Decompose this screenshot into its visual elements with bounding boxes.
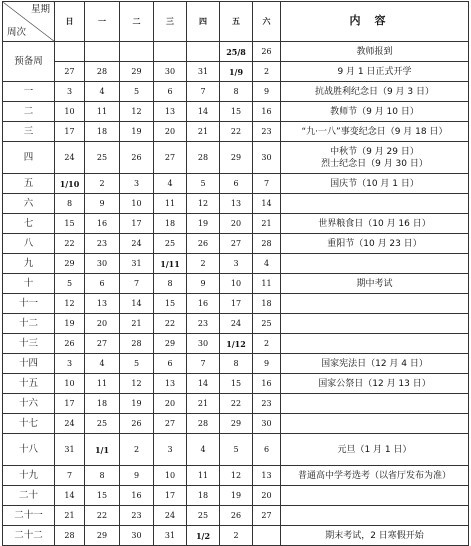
- day-cell: 5: [120, 82, 154, 102]
- day-cell: 30: [253, 142, 281, 174]
- day-cell: 23: [253, 394, 281, 414]
- event-cell: [281, 174, 469, 194]
- week-number: 十九: [3, 466, 55, 486]
- header-day-mon: 一: [85, 2, 120, 42]
- day-cell: 27: [220, 234, 253, 254]
- day-cell: 10: [120, 194, 154, 214]
- day-cell: 3: [55, 82, 85, 102]
- day-cell: 14: [55, 486, 85, 506]
- day-cell: 19: [120, 122, 154, 142]
- day-cell: 12: [120, 374, 154, 394]
- day-cell: 8: [220, 82, 253, 102]
- day-cell: 23: [85, 234, 120, 254]
- event-cell: [281, 294, 469, 314]
- day-cell: 21: [187, 122, 220, 142]
- week-row: [3, 214, 469, 234]
- day-cell: 6: [253, 434, 281, 466]
- day-cell: 10: [55, 374, 85, 394]
- event-text: 国家宪法日（12 月 4 日）: [321, 358, 428, 369]
- day-cell: 20: [154, 394, 187, 414]
- day-cell: 26: [120, 142, 154, 174]
- day-cell: 13: [154, 102, 187, 122]
- day-cell: 18: [154, 214, 187, 234]
- week-number: 十: [3, 274, 55, 294]
- day-cell: 14: [187, 374, 220, 394]
- week-row: [3, 142, 469, 174]
- day-cell: 1/2: [187, 526, 220, 546]
- week-row: [3, 82, 469, 102]
- day-cell: 11: [85, 102, 120, 122]
- event-text: 国庆节（10 月 1 日）: [330, 178, 419, 189]
- day-cell: 30: [154, 62, 187, 82]
- day-cell: 19: [55, 314, 85, 334]
- week-row: [3, 434, 469, 466]
- day-cell: 8: [154, 274, 187, 294]
- day-cell: 29: [220, 142, 253, 174]
- day-cell: 26: [55, 334, 85, 354]
- day-cell: 27: [253, 506, 281, 526]
- week-number: 二十二: [3, 526, 55, 546]
- day-cell: 10: [55, 102, 85, 122]
- week-row: [3, 102, 469, 122]
- week-row: [3, 62, 469, 82]
- week-number: 十一: [3, 294, 55, 314]
- day-cell: 29: [154, 334, 187, 354]
- event-cell: [281, 102, 469, 122]
- day-cell: 1/1: [85, 434, 120, 466]
- day-cell: 18: [85, 122, 120, 142]
- event-cell: [281, 434, 469, 466]
- day-cell: 31: [187, 62, 220, 82]
- day-cell: 28: [187, 142, 220, 174]
- event-text: 重阳节（10 月 23 日）: [327, 238, 422, 249]
- day-cell: 6: [85, 274, 120, 294]
- event-cell: [281, 486, 469, 506]
- event-cell: [281, 506, 469, 526]
- event-text: 期中考试: [356, 278, 393, 289]
- day-cell: 15: [55, 214, 85, 234]
- day-cell: 23: [253, 122, 281, 142]
- day-cell: 24: [120, 234, 154, 254]
- day-cell: 29: [55, 254, 85, 274]
- day-cell: 26: [120, 414, 154, 434]
- day-cell: 24: [220, 314, 253, 334]
- day-cell: [120, 42, 154, 62]
- week-row: [3, 122, 469, 142]
- day-cell: 27: [55, 62, 85, 82]
- day-cell: 29: [120, 62, 154, 82]
- day-cell: 21: [55, 506, 85, 526]
- day-cell: 2: [220, 526, 253, 546]
- day-cell: 14: [253, 194, 281, 214]
- day-cell: 17: [55, 394, 85, 414]
- week-row: [3, 42, 469, 62]
- day-cell: [154, 42, 187, 62]
- day-cell: 3: [154, 434, 187, 466]
- week-row: [3, 174, 469, 194]
- day-cell: 29: [85, 526, 120, 546]
- week-number: 六: [3, 194, 55, 214]
- day-cell: 22: [154, 314, 187, 334]
- event-text: 国家公祭日（12 月 13 日）: [318, 378, 431, 389]
- day-cell: 2: [85, 174, 120, 194]
- day-cell: 25: [253, 314, 281, 334]
- day-cell: 9: [187, 274, 220, 294]
- event-cell: [281, 354, 469, 374]
- day-cell: 11: [253, 274, 281, 294]
- day-cell: 9: [85, 194, 120, 214]
- day-cell: 7: [120, 274, 154, 294]
- corner-week-label: 周次: [7, 27, 27, 38]
- day-cell: 21: [120, 314, 154, 334]
- day-cell: 5: [55, 274, 85, 294]
- week-number: 五: [3, 174, 55, 194]
- event-text: 抗战胜利纪念日（9 月 3 日）: [314, 86, 435, 97]
- header-row: [3, 2, 469, 42]
- day-cell: 6: [154, 354, 187, 374]
- week-number: 九: [3, 254, 55, 274]
- day-cell: 13: [85, 294, 120, 314]
- event-text: 期末考试，2 日寒假开始: [325, 530, 424, 541]
- day-cell: 1/12: [220, 334, 253, 354]
- week-row: [3, 274, 469, 294]
- day-cell: 4: [187, 434, 220, 466]
- week-number: 预备周: [3, 42, 55, 82]
- week-number: 四: [3, 142, 55, 174]
- week-number: 二十: [3, 486, 55, 506]
- day-cell: 12: [55, 294, 85, 314]
- day-cell: [85, 42, 120, 62]
- day-cell: 9: [120, 466, 154, 486]
- day-cell: 24: [55, 142, 85, 174]
- event-cell: [281, 274, 469, 294]
- header-day-thu: 四: [187, 2, 220, 42]
- day-cell: 11: [154, 194, 187, 214]
- day-cell: 27: [85, 334, 120, 354]
- header-events-label: 内容: [349, 14, 400, 27]
- day-cell: 30: [120, 526, 154, 546]
- week-row: [3, 294, 469, 314]
- day-cell: 7: [187, 82, 220, 102]
- day-cell: 1/10: [55, 174, 85, 194]
- event-text: 教师报到: [356, 46, 393, 57]
- day-cell: 13: [154, 374, 187, 394]
- day-cell: 28: [85, 62, 120, 82]
- day-cell: [253, 526, 281, 546]
- day-cell: 28: [187, 414, 220, 434]
- day-cell: 10: [220, 274, 253, 294]
- week-row: [3, 526, 469, 546]
- day-cell: 25: [85, 142, 120, 174]
- event-text: 世界粮食日（10 月 16 日）: [318, 218, 431, 229]
- event-cell: [281, 334, 469, 354]
- day-cell: 15: [154, 294, 187, 314]
- day-cell: 28: [253, 234, 281, 254]
- day-cell: 3: [55, 354, 85, 374]
- event-text: 9 月 1 日正式开学: [337, 66, 412, 77]
- week-number: 十五: [3, 374, 55, 394]
- day-cell: 27: [154, 414, 187, 434]
- day-cell: 20: [154, 122, 187, 142]
- event-text: 教师节（9 月 10 日）: [330, 106, 419, 117]
- header-day-sat: 六: [253, 2, 281, 42]
- week-number: 三: [3, 122, 55, 142]
- day-cell: 5: [120, 354, 154, 374]
- day-cell: 30: [253, 414, 281, 434]
- week-row: [3, 414, 469, 434]
- day-cell: 4: [85, 82, 120, 102]
- day-cell: 31: [120, 254, 154, 274]
- day-cell: 14: [120, 294, 154, 314]
- day-cell: 16: [120, 486, 154, 506]
- day-cell: 28: [55, 526, 85, 546]
- day-cell: 11: [85, 374, 120, 394]
- day-cell: 20: [220, 214, 253, 234]
- day-cell: 4: [253, 254, 281, 274]
- day-cell: 12: [220, 466, 253, 486]
- day-cell: [55, 42, 85, 62]
- event-text: 普通高中学考选考（以省厅发布为准）: [297, 470, 451, 481]
- week-number: 七: [3, 214, 55, 234]
- day-cell: 8: [55, 194, 85, 214]
- day-cell: 23: [187, 314, 220, 334]
- day-cell: 25: [154, 234, 187, 254]
- event-cell: [281, 394, 469, 414]
- day-cell: 7: [55, 466, 85, 486]
- day-cell: 2: [187, 254, 220, 274]
- event-cell: [281, 194, 469, 214]
- day-cell: 19: [187, 214, 220, 234]
- week-number: 十四: [3, 354, 55, 374]
- day-cell: 4: [154, 174, 187, 194]
- day-cell: 19: [120, 394, 154, 414]
- day-cell: 16: [187, 294, 220, 314]
- week-row: [3, 234, 469, 254]
- event-text: 中秋节（9 月 29 日）: [330, 146, 419, 157]
- day-cell: 22: [220, 122, 253, 142]
- event-cell: [281, 62, 469, 82]
- day-cell: 6: [220, 174, 253, 194]
- day-cell: 20: [253, 486, 281, 506]
- event-cell: [281, 526, 469, 546]
- week-number: 二: [3, 102, 55, 122]
- day-cell: 16: [253, 102, 281, 122]
- day-cell: 27: [154, 142, 187, 174]
- week-row: [3, 194, 469, 214]
- calendar-body: [3, 42, 469, 546]
- event-cell: [281, 466, 469, 486]
- day-cell: 18: [187, 486, 220, 506]
- day-cell: 28: [120, 334, 154, 354]
- corner-weekday-label: 星期: [30, 4, 50, 15]
- week-row: [3, 374, 469, 394]
- day-cell: 21: [253, 214, 281, 234]
- day-cell: 13: [253, 466, 281, 486]
- event-cell: [281, 82, 469, 102]
- corner-cell: [3, 2, 55, 42]
- event-cell: [281, 142, 469, 174]
- week-row: [3, 466, 469, 486]
- day-cell: 25: [187, 506, 220, 526]
- event-cell: [281, 314, 469, 334]
- day-cell: 22: [85, 506, 120, 526]
- week-row: [3, 354, 469, 374]
- week-number: 一: [3, 82, 55, 102]
- day-cell: 2: [120, 434, 154, 466]
- header-day-tue: 二: [120, 2, 154, 42]
- day-cell: 23: [120, 506, 154, 526]
- week-number: 十三: [3, 334, 55, 354]
- day-cell: 15: [85, 486, 120, 506]
- day-cell: 18: [253, 294, 281, 314]
- event-cell: [281, 234, 469, 254]
- day-cell: 29: [220, 414, 253, 434]
- day-cell: 24: [55, 414, 85, 434]
- day-cell: [187, 42, 220, 62]
- header-day-sun: 日: [55, 2, 85, 42]
- day-cell: 31: [55, 434, 85, 466]
- day-cell: 17: [120, 214, 154, 234]
- event-text-secondary: 烈士纪念日（9 月 30 日）: [321, 158, 428, 169]
- day-cell: 31: [154, 526, 187, 546]
- day-cell: 7: [253, 174, 281, 194]
- day-cell: 1/9: [220, 62, 253, 82]
- day-cell: 5: [187, 174, 220, 194]
- day-cell: 14: [187, 102, 220, 122]
- day-cell: 15: [220, 102, 253, 122]
- day-cell: 12: [187, 194, 220, 214]
- day-cell: 2: [253, 334, 281, 354]
- day-cell: 8: [220, 354, 253, 374]
- day-cell: 20: [85, 314, 120, 334]
- week-number: 二十一: [3, 506, 55, 526]
- week-number: 十七: [3, 414, 55, 434]
- header-day-wed: 三: [154, 2, 187, 42]
- day-cell: 30: [187, 334, 220, 354]
- event-text: 元旦（1 月 1 日）: [337, 444, 412, 455]
- event-cell: [281, 374, 469, 394]
- header-events: [281, 2, 469, 42]
- day-cell: 26: [220, 506, 253, 526]
- day-cell: 17: [55, 122, 85, 142]
- event-cell: [281, 214, 469, 234]
- day-cell: 16: [85, 214, 120, 234]
- week-number: 八: [3, 234, 55, 254]
- event-text: “九·一八”事变纪念日（9 月 18 日）: [301, 126, 448, 137]
- week-row: [3, 486, 469, 506]
- week-row: [3, 334, 469, 354]
- day-cell: 30: [85, 254, 120, 274]
- week-number: 十八: [3, 434, 55, 466]
- event-cell: [281, 414, 469, 434]
- day-cell: 15: [220, 374, 253, 394]
- day-cell: 13: [220, 194, 253, 214]
- week-row: [3, 314, 469, 334]
- day-cell: 22: [220, 394, 253, 414]
- event-cell: [281, 254, 469, 274]
- day-cell: 8: [85, 466, 120, 486]
- event-cell: [281, 122, 469, 142]
- day-cell: 17: [154, 486, 187, 506]
- day-cell: 7: [187, 354, 220, 374]
- day-cell: 9: [253, 354, 281, 374]
- header-day-fri: 五: [220, 2, 253, 42]
- week-number: 十二: [3, 314, 55, 334]
- day-cell: 25: [85, 414, 120, 434]
- day-cell: 25/8: [220, 42, 253, 62]
- week-row: [3, 394, 469, 414]
- day-cell: 21: [187, 394, 220, 414]
- day-cell: 5: [220, 434, 253, 466]
- day-cell: 2: [253, 62, 281, 82]
- week-number: 十六: [3, 394, 55, 414]
- day-cell: 9: [253, 82, 281, 102]
- day-cell: 4: [85, 354, 120, 374]
- day-cell: 1/11: [154, 254, 187, 274]
- day-cell: 26: [187, 234, 220, 254]
- day-cell: 22: [55, 234, 85, 254]
- day-cell: 16: [253, 374, 281, 394]
- day-cell: 26: [253, 42, 281, 62]
- week-row: [3, 254, 469, 274]
- day-cell: 24: [154, 506, 187, 526]
- day-cell: 17: [220, 294, 253, 314]
- event-cell: [281, 42, 469, 62]
- day-cell: 10: [154, 466, 187, 486]
- day-cell: 6: [154, 82, 187, 102]
- week-row: [3, 506, 469, 526]
- day-cell: 3: [220, 254, 253, 274]
- day-cell: 12: [120, 102, 154, 122]
- day-cell: 3: [120, 174, 154, 194]
- day-cell: 19: [220, 486, 253, 506]
- school-calendar-table: [2, 1, 469, 546]
- day-cell: 11: [187, 466, 220, 486]
- day-cell: 18: [85, 394, 120, 414]
